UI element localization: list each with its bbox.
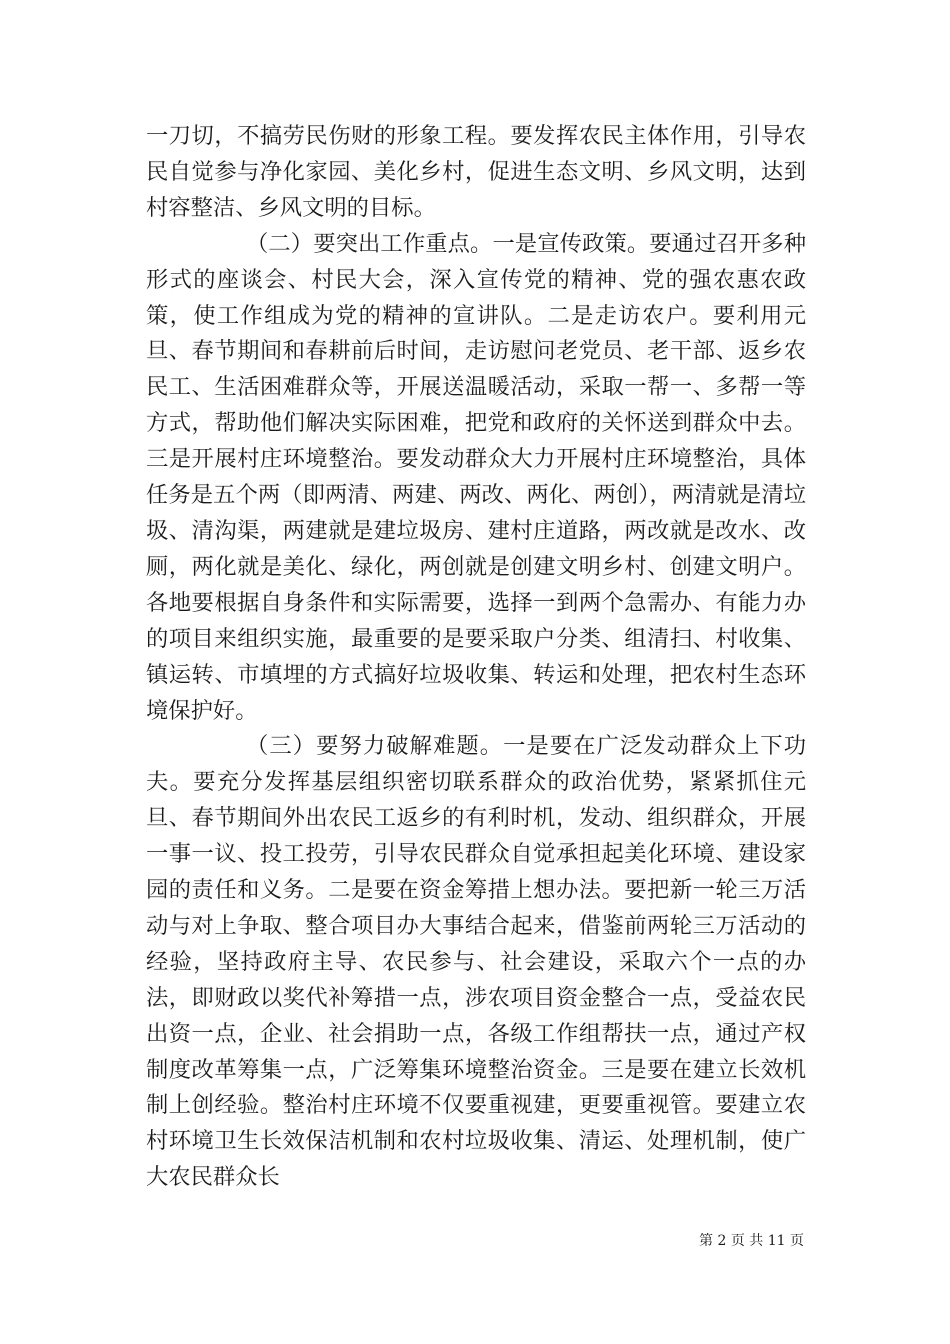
page-number-footer: 第 2 页 共 11 页	[699, 1233, 804, 1249]
paragraph-section-2: （二）要突出工作重点。一是宣传政策。要通过召开多种形式的座谈会、村民大会，深入宣传党的精神、党的强农惠农政策，使工作组成为党的精神的宣讲队。二是走访农户。要利用元旦、春节期间和春耕前后时间，走访慰问老党员、老干部、返乡农民工、生活困难群众等，开展送温暖活动，采取一帮一、多帮一等方式，帮助他们解决实际困难，把党和政府的关怀送到群众中去。三是开展村庄环境整治。要发动群众大力开展村庄环境整治，具体任务是五个两（即两清、两建、两改、两化、两创），两清就是清垃圾、清沟渠，两建就是建垃圾房、建村庄道路，两改就是改水、改厕，两化就是美化、绿化，两创就是创建文明乡村、创建文明户。各地要根据自身条件和实际需要，选择一到两个急需办、有能力办的项目来组织实施，最重要的是要采取户分类、组清扫、村收集、镇运转、市填埋的方式搞好垃圾收集、转运和处理，把农村生态环境保护好。	[146, 230, 806, 724]
paragraph-section-3: （三）要努力破解难题。一是要在广泛发动群众上下功夫。要充分发挥基层组织密切联系群众的政治优势，紧紧抓住元旦、春节期间外出农民工返乡的有利时机，发动、组织群众，开展一事一议、投工投劳，引导农民群众自觉承担起美化环境、建设家园的责任和义务。二是要在资金筹措上想办法。要把新一轮三万活动与对上争取、整合项目办大事结合起来，借鉴前两轮三万活动的经验，坚持政府主导、农民参与、社会建设，采取六个一点的办法，即财政以奖代补筹措一点，涉农项目资金整合一点，受益农民出资一点，企业、社会捐助一点，各级工作组帮扶一点，通过产权制度改革筹集一点，广泛筹集环境整治资金。三是要在建立长效机制上创经验。整治村庄环境不仅要重视建，更要重视管。要建立农村环境卫生长效保洁机制和农村垃圾收集、清运、处理机制，使广大农民群众长	[146, 733, 806, 1191]
paragraph-continuation: 一刀切，不搞劳民伤财的形象工程。要发挥农民主体作用，引导农民自觉参与净化家园、美化乡村，促进生态文明、乡风文明，达到村容整洁、乡风文明的目标。	[146, 123, 806, 221]
document-body	[146, 119, 806, 1196]
